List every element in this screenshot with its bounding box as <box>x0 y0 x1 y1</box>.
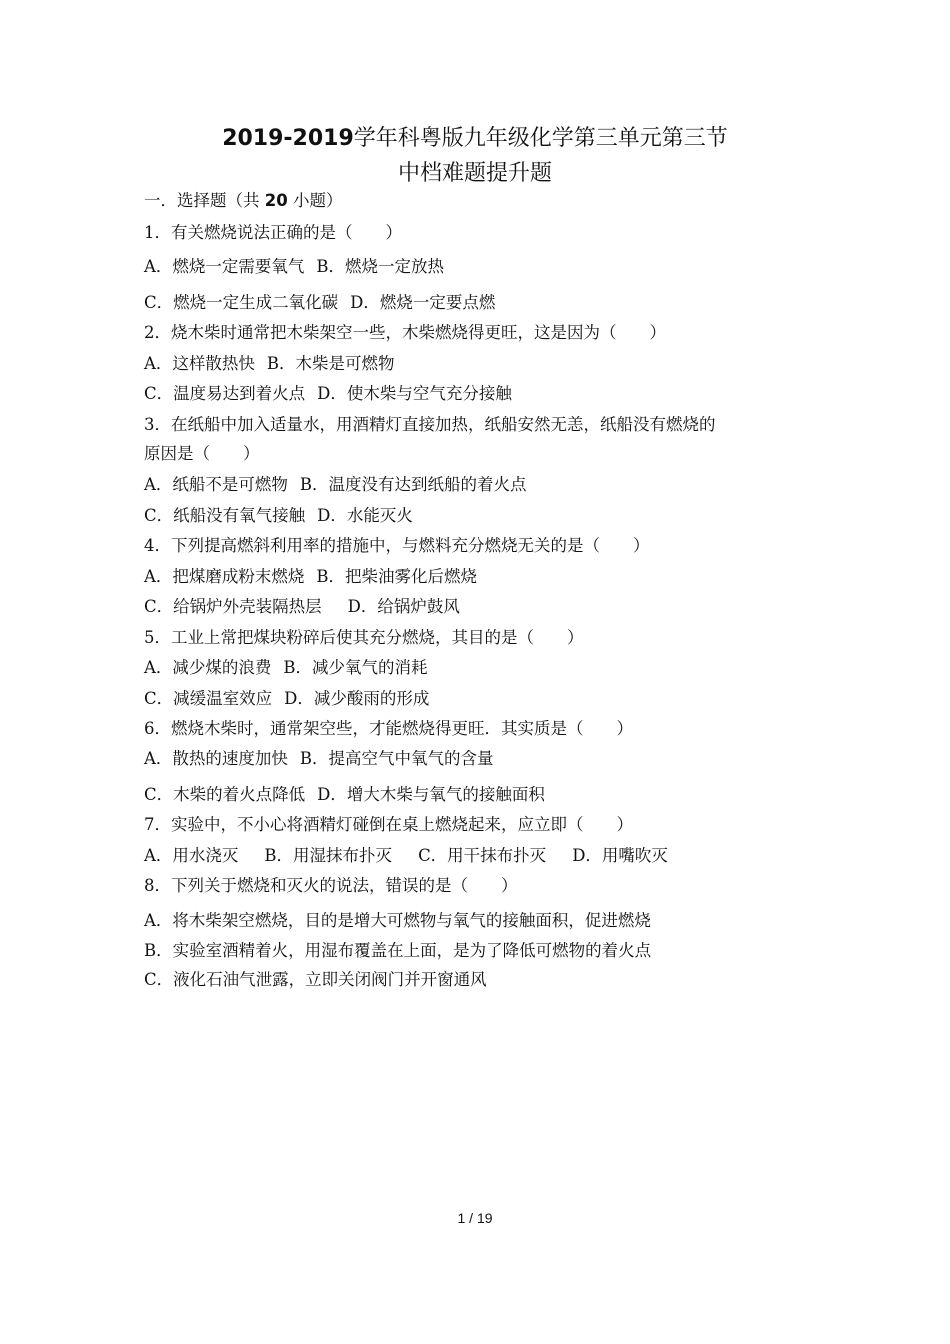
option-2b: B．木柴是可燃物 <box>266 354 395 373</box>
question-stem-5: 5．工业上常把煤块粉碎后使其充分燃烧，其目的是（ ） <box>144 628 584 647</box>
question-stem-3: 3．在纸船中加入适量水，用酒精灯直接加热，纸船安然无恙，纸船没有燃烧的 <box>144 415 716 434</box>
option-4b: B．把柴油雾化后燃烧 <box>316 567 478 586</box>
option-4c: C．给锅炉外壳装隔热层 <box>144 597 322 616</box>
question-stem-7: 7．实验中，不小心将酒精灯碰倒在桌上燃烧起来，应立即（ ） <box>144 815 633 834</box>
document-title <box>0 124 950 154</box>
option-3d: D．水能灭火 <box>317 506 413 525</box>
option-6c: C．木柴的着火点降低 <box>144 785 306 804</box>
question-stem-2: 2．烧木柴时通常把木柴架空一些，木柴燃烧得更旺，这是因为（ ） <box>144 323 666 342</box>
question-stem-4: 4．下列提高燃斜利用率的措施中，与燃料充分燃烧无关的是（ ） <box>144 536 650 555</box>
option-5c: C．减缓温室效应 <box>144 689 273 708</box>
option-4d: D．给锅炉鼓风 <box>347 597 460 616</box>
options-row <box>144 688 429 710</box>
option-3b: B．温度没有达到纸船的着火点 <box>299 475 527 494</box>
option-8c: C．液化石油气泄露，立即关闭阀门并开窗通风 <box>144 970 487 989</box>
option-5d: D．减少酸雨的形成 <box>284 689 430 708</box>
option-2d: D．使木柴与空气充分接触 <box>317 384 512 403</box>
question-stem-8: 8．下列关于燃烧和灭火的说法，错误的是（ ） <box>144 876 518 895</box>
option-7b: B．用湿抹布扑灭 <box>264 846 393 865</box>
options-row <box>144 505 413 527</box>
options-row <box>144 383 512 405</box>
question-stem-6: 6．燃烧木柴时，通常架空些，才能燃烧得更旺．其实质是（ ） <box>144 719 633 738</box>
option-6a: A．散热的速度加快 <box>144 749 288 768</box>
title-year: 2019-2019 <box>222 126 354 151</box>
question-stem-3-cont: 原因是（ ） <box>144 444 260 463</box>
options-row <box>144 474 527 496</box>
option-7a: A．用水浇灭 <box>144 846 239 865</box>
option-1c: C．燃烧一定生成二氧化碳 <box>144 293 339 312</box>
title-text: 学年科粤版九年级化学第三单元第三节 <box>353 126 728 151</box>
option-1d: D．燃烧一定要点燃 <box>350 293 496 312</box>
question-stem-1: 1．有关燃烧说法正确的是（ ） <box>144 223 402 242</box>
option-6d: D．增大木柴与氧气的接触面积 <box>317 785 545 804</box>
option-8b: B．实验室酒精着火，用湿布覆盖在上面，是为了降低可燃物的着火点 <box>144 941 652 960</box>
option-3a: A．纸船不是可燃物 <box>144 475 288 494</box>
options-row <box>144 784 545 806</box>
option-6b: B．提高空气中氧气的含量 <box>299 749 494 768</box>
option-5b: B．减少氧气的消耗 <box>283 658 428 677</box>
options-row <box>144 256 444 278</box>
option-3c: C．纸船没有氧气接触 <box>144 506 306 525</box>
option-2c: C．温度易达到着火点 <box>144 384 306 403</box>
option-2a: A．这样散热快 <box>144 354 255 373</box>
option-1b: B．燃烧一定放热 <box>316 257 445 276</box>
option-8a: A．将木柴架空燃烧，目的是增大可燃物与氧气的接触面积，促进燃烧 <box>144 911 651 930</box>
option-4a: A．把煤磨成粉末燃烧 <box>144 567 305 586</box>
options-row <box>144 845 668 867</box>
option-7c: C．用干抹布扑灭 <box>418 846 547 865</box>
options-row <box>144 292 495 314</box>
page-number: 1 / 19 <box>457 1210 493 1226</box>
option-1a: A．燃烧一定需要氧气 <box>144 257 305 276</box>
option-5a: A．减少煤的浪费 <box>144 658 272 677</box>
document-subtitle: 中档难题提升题 <box>397 161 552 186</box>
section-heading: 一．选择题（共 20 小题） <box>144 191 343 210</box>
options-row <box>144 596 460 618</box>
options-row <box>144 657 428 679</box>
options-row <box>144 748 494 770</box>
options-row <box>144 353 395 375</box>
option-7d: D．用嘴吹灭 <box>572 846 668 865</box>
section-count: 20 <box>264 191 288 210</box>
options-row <box>144 566 477 588</box>
